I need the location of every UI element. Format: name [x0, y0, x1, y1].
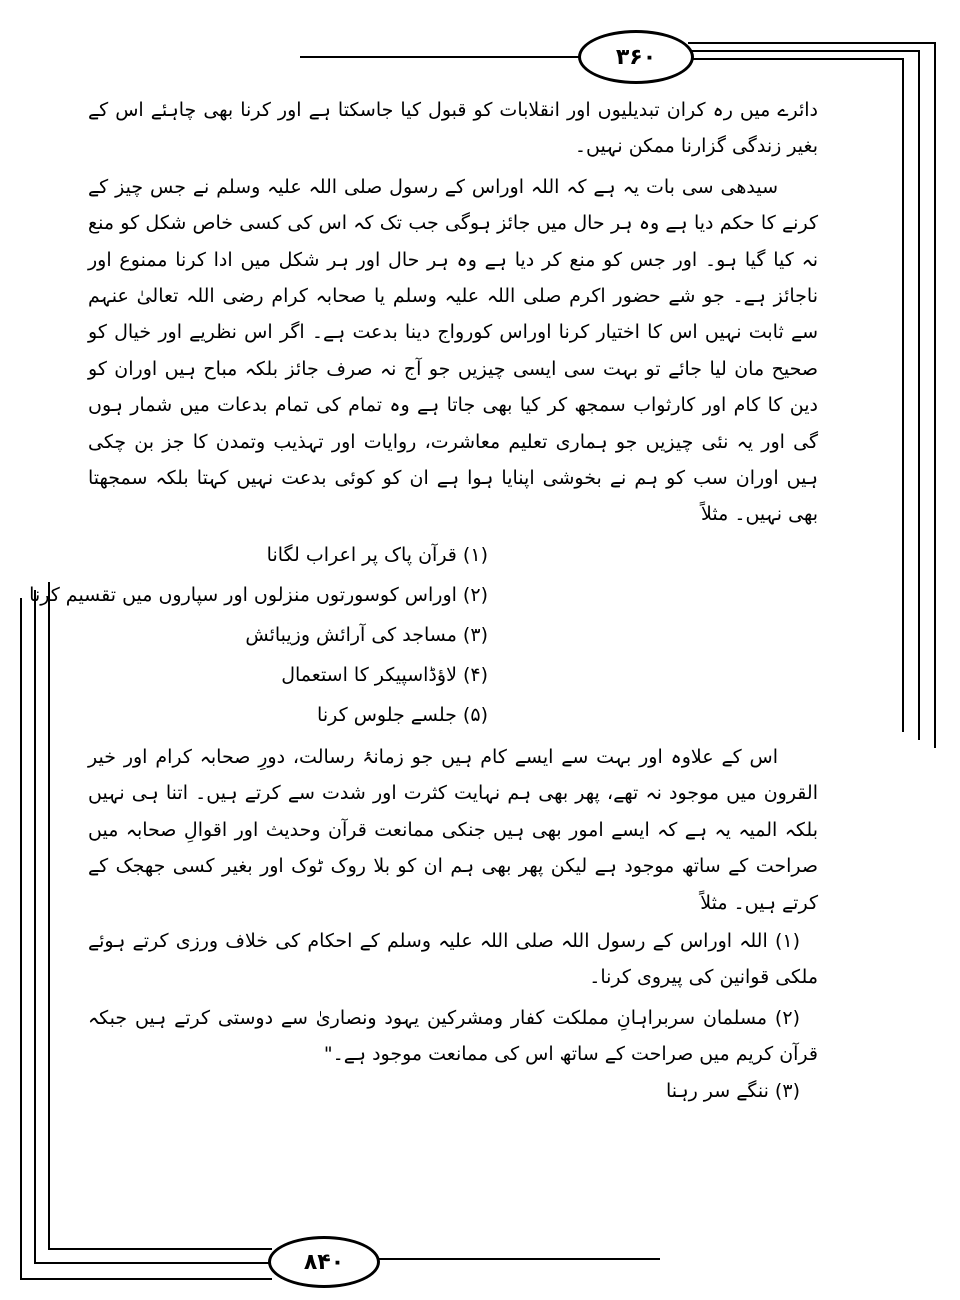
frame-line-top-right-2	[688, 50, 920, 52]
list-item: (۲) اوراس کوسورتوں منزلوں اور سپاروں میں تقسیم کرنا	[29, 583, 488, 606]
frame-line-bottom-left-outer	[20, 1278, 272, 1280]
frame-line-bottom-right	[370, 1258, 660, 1260]
page-number-top: ۳۶۰	[615, 44, 657, 70]
page-number-bottom: ۸۴۰	[303, 1249, 345, 1275]
paragraph-3: اس کے علاوہ اور بہت سے ایسے کام ہیں جو زمانۂ رسالت، دورِ صحابہ کرام اور خیر القرون میں موجود نہ تھے، پھر بھی ہم نہایت کثرت اور شدت سے کرتے ہیں۔ اتنا ہی نہیں بلکہ المیہ یہ ہے کہ ایسے امور بھی ہیں جنکی ممانعت قرآن وحدیث اور اقوالِ صحابہ میں صراحت کے ساتھ موجود ہے لیکن پھر بھی ہم ان کو بلا روک ٹوک اور بغیر کسی جھجک کے کرتے ہیں۔ مثلاً	[88, 745, 818, 914]
frame-line-right-inner	[902, 58, 904, 732]
list-item: (۲) مسلمان سربراہانِ مملکت کفار ومشرکین یہود ونصاریٰ سے دوستی کرتے ہیں جبکہ قرآن کریم میں صراحت کے ساتھ اس کی ممانعت موجود ہے۔"	[88, 1006, 818, 1066]
frame-line-left-outer	[20, 598, 22, 1280]
list-item: (۱) قرآن پاک پر اعراب لگانا	[266, 543, 488, 566]
list-item: (۱) اللہ اوراس کے رسول اللہ صلی اللہ علیہ وسلم کے احکام کی خلاف ورزی کرتے ہوئے ملکی قوانین کی پیروی کرنا۔	[88, 929, 818, 989]
list-second	[88, 923, 818, 1109]
frame-line-left-middle	[34, 590, 36, 1264]
frame-line-top-right	[688, 42, 936, 44]
frame-line-left-inner	[48, 582, 50, 1248]
frame-line-bottom-left-middle	[34, 1262, 272, 1264]
frame-line-bottom-left-inner	[48, 1248, 272, 1250]
list-item: (۳) ننگے سر رہنا	[665, 1079, 800, 1102]
paragraph-1: دائرے میں رہ کران تبدیلیوں اور انقلابات کو قبول کیا جاسکتا ہے اور کرنا بھی چاہئے اس کے بغیر زندگی گزارنا ممکن نہیں۔	[88, 99, 818, 158]
page-number-oval-bottom	[268, 1236, 380, 1288]
list-item: (۵) جلسے جلوس کرنا	[317, 703, 488, 726]
frame-line-right-outer	[934, 42, 936, 748]
frame-line-top-left	[300, 56, 580, 58]
list-first	[29, 535, 818, 735]
list-item: (۳) مساجد کی آرائش وزیبائش	[245, 623, 488, 646]
frame-line-right-middle	[918, 50, 920, 740]
frame-line-top-right-3	[688, 58, 904, 60]
paragraph-2: سیدھی سی بات یہ ہے کہ اللہ اوراس کے رسول صلی اللہ علیہ وسلم نے جس چیز کے کرنے کا حکم دیا ہے وہ ہر حال میں جائز ہوگی جب تک کہ اس کی کسی خاص شکل کو منع نہ کیا گیا ہو۔ اور جس کو منع کر دیا ہے وہ ہر حال اور ہر شکل میں ادا کرنا ممنوع اور ناجائز ہے۔ جو شے حضور اکرم صلی اللہ علیہ وسلم یا صحابہ کرام رضی اللہ تعالیٰ عنہم سے ثابت نہیں اس کا اختیار کرنا اوراس کورواج دینا بدعت ہے۔ اگر اس نظریے اور خیال کو صحیح مان لیا جائے تو بہت سی ایسی چیزیں جو آج نہ صرف جائز بلکہ مباح ہیں اوران کو دین کا کام اور کارثواب سمجھ کر کیا بھی جاتا ہے وہ تمام کی تمام بدعات میں شمار ہوں گی اور یہ نئی چیزیں جو ہماری تعلیم معاشرت، روایات اور تہذیب وتمدن کا جز بن چکی ہیں اوران سب کو ہم نے بخوشی اپنایا ہوا ہے ان کو کوئی بدعت نہیں کہتا بلکہ سمجھتا بھی نہیں۔ مثلاً	[88, 175, 818, 526]
page-body	[29, 92, 818, 1109]
page-number-oval-top	[578, 30, 694, 84]
list-item: (۴) لاؤڈاسپیکر کا استعمال	[281, 663, 488, 686]
